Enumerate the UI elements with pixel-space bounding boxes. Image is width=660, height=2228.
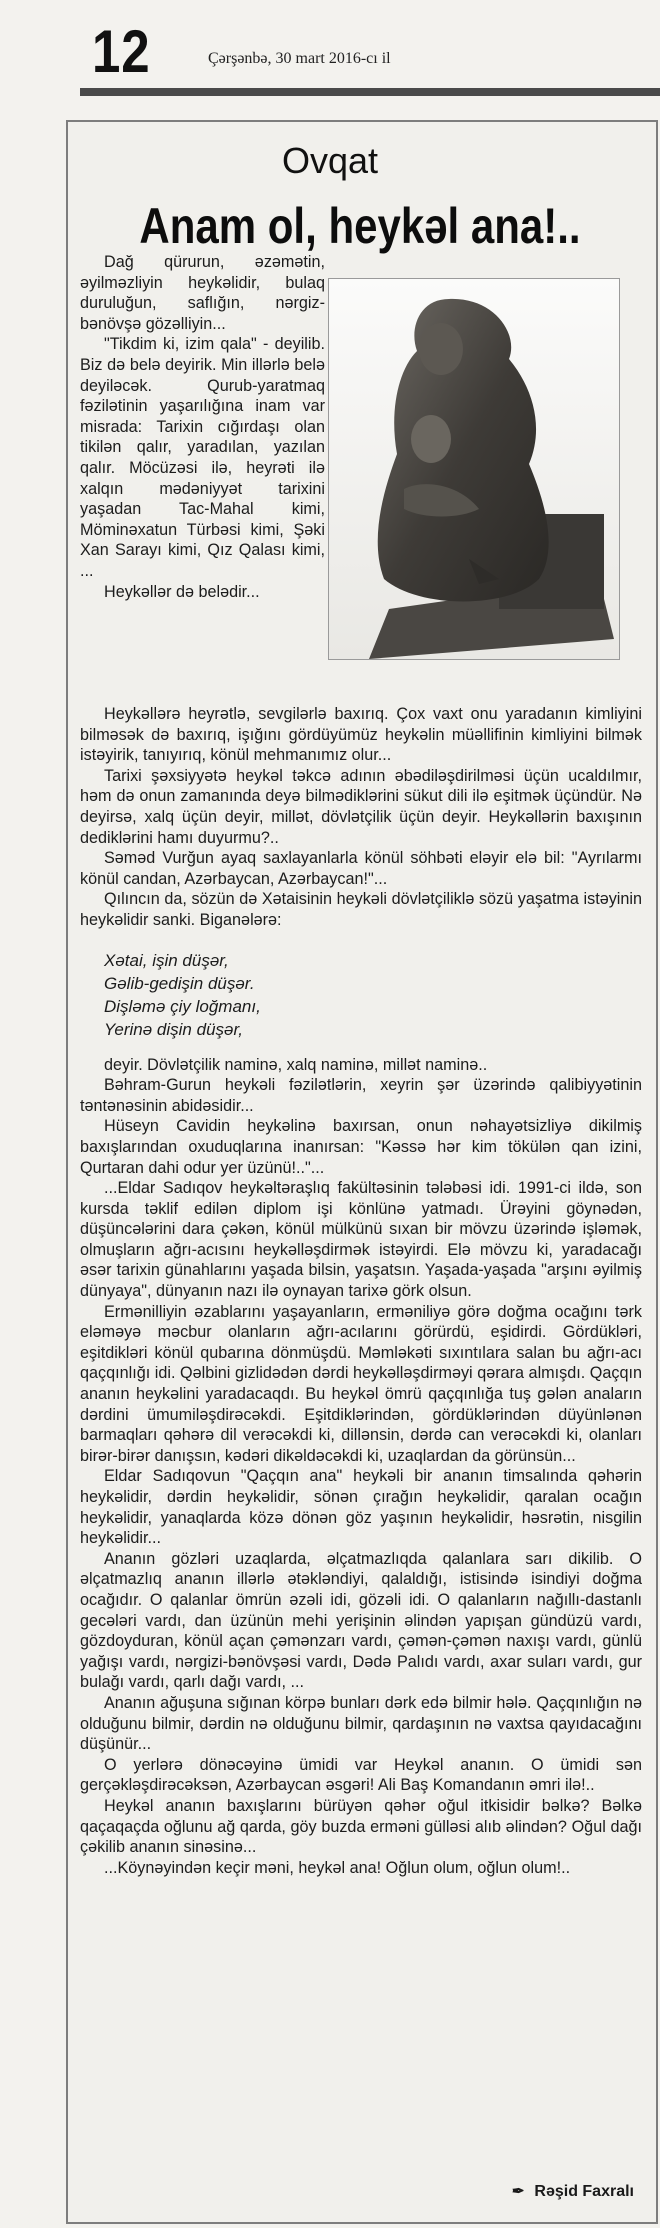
article-body <box>80 704 642 1878</box>
poem-line: Gəlib-gedişin düşər. <box>104 973 255 993</box>
body-paragraph: Tarixi şəxsiyyətə heykəl təkcə adının əbədiləşdirilməsi üçün ucaldılmır, həm də onun zamanında deyə bilmədiklərini sükut dili ilə eşitmək üçündür. Nə deyirsə, xalq üçün deyir, millət, dövlətçilik üçün deyir. Heykəllərin baxışının dediklərini hamı duyurmu?.. <box>80 766 642 847</box>
body-paragraph: Hüseyn Cavidin heykəlinə baxırsan, onun nəhayətsizliyə dikilmiş baxışlarından oxuduqlarına inanırsan: "Kəssə hər kim tökülən qan izini, Qurtaran dahi odur yer üzünü!.."... <box>80 1117 642 1177</box>
body-paragraph: ...Eldar Sadıqov heykəltəraşlıq fakültəsinin tələbəsi idi. 1991-ci ildə, son kursda təklif edilən diplom işi könlünə yatmadı. Ürəyini göynədən, düşüncələrini dara çəkən, könül mülkünü sıxan bir mövzu üzərində işləmək, olmuşların ağrı-acısını heykəlləşdirmək istəyirdi. Elə mövzu ki, yaradacağı əsər tarixin günahlarını yaşada bilsin, yaşatsın. Yaşada-yaşada "arşını əyilmiş dünyaya", dünyanın nazı ilə oynayan tarixə görk olsun. <box>80 1179 642 1301</box>
article-title: Anam ol, heykəl ana!.. <box>139 198 581 254</box>
author-signature <box>512 2182 634 2201</box>
body-paragraph: Heykəllərə heyrətlə, sevgilərlə baxırıq. Çox vaxt onu yaradanın kimliyini bilməsək də baxırıq, işığını gördüyümüz heykəlin müəllifinin kimliyini bilmək istəyirik, tanıyırıq, könül mehmanımız olur... <box>80 705 642 765</box>
article-rubric: Ovqat <box>281 140 379 181</box>
body-paragraph: Qılıncın da, sözün də Xətaisinin heykəli dövlətçiliklə sözü yaşatma istəyinin heykəlidir sanki. Biganələrə: <box>80 890 642 929</box>
body-paragraph: Ermənilliyin əzablarını yaşayanların, erməniliyə görə doğma ocağını tərk eləməyə məcbur olanların ağrı-acılarını görürdü, eşidirdi. Gördükləri, eşitdikləri könül qubarına dönmüşdü. Məmləkəti sıxıntılara salan bu ağrı-acı qaçqınlığı idi. Qəlbini gizlidədən dərdi heykəlləşdirməyi qərara almışdı. Qaçqın ananın heykəlini yaradacaqdı. Bu heykəl ömrü qaçqınlığa tuş gələn anaların dərdini ümumiləşdirəcəkdi. Eşitdiklərindən, gördüklərindən düyünlənən barmaqları qəhərə dil verəcəkdi ki, dillənsin, dərdə can verəcəkdi ki, olanları birər-birər danışsın, kədəri dikəldəcəkdi ki, uzaqlardan da görünsün... <box>80 1302 642 1465</box>
body-paragraph: Bəhram-Gurun heykəli fəzilətlərin, xeyrin şər üzərində qalibiyyətinin təntənəsinin abidəsidir... <box>80 1076 642 1115</box>
poem-line: Dişləmə çiy loğmanı, <box>104 996 261 1016</box>
statue-photo-icon <box>328 278 620 660</box>
page-number: 12 <box>92 18 151 85</box>
quill-icon: ✒ <box>511 2183 525 2200</box>
poem-line: Xətai, işin düşər, <box>104 950 229 970</box>
poem-quote <box>104 949 642 1041</box>
page-header <box>0 0 660 100</box>
intro-paragraph: Dağ qürurun, əzəmətin, əyilməzliyin heykəlidir, bulaq duruluğun, saflığın, nərgiz-bənövşə gözəlliyin... <box>80 253 325 333</box>
body-paragraph: deyir. Dövlətçilik naminə, xalq naminə, millət naminə.. <box>104 1055 488 1074</box>
body-paragraph: Heykəl ananın baxışlarını bürüyən qəhər oğul itkisidir bəlkə? Bəlkə qaçaqaçda oğlunu ağ qarda, göy buzda erməni gülləsi alıb əlindən? Oğul dağı çəkilib ananın sinəsinə... <box>80 1796 642 1857</box>
body-paragraph: ...Köynəyindən keçir məni, heykəl ana! Oğlun olum, oğlun olum!.. <box>104 1858 571 1877</box>
poem-line: Yerinə dişin düşər, <box>104 1019 243 1039</box>
intro-column <box>80 252 325 602</box>
header-rule <box>80 88 660 96</box>
issue-date: Çərşənbə, 30 mart 2016-cı il <box>208 50 391 67</box>
statue-illustration <box>329 279 619 659</box>
author-name: Rəşid Faxralı <box>534 2183 634 2200</box>
body-paragraph: Ananın ağuşuna sığınan körpə bunları dərk edə bilmir hələ. Qaçqınlığın nə olduğunu bilmir, dərdin nə olduğunu bilmir, qardaşının nə vaxtsa qayıdacağını düşünür... <box>80 1693 642 1754</box>
body-paragraph: Səməd Vurğun ayaq saxlayanlarla könül söhbəti eləyir elə bil: "Ayrılarmı könül candan, Azərbaycan, Azərbaycan!"... <box>80 849 642 888</box>
intro-paragraph: Heykəllər də belədir... <box>104 582 260 601</box>
intro-paragraph: "Tikdim ki, izim qala" - deyilib. Biz də belə deyirik. Min illərlə belə deyiləcək. Qurub-yaratmaq fəzilətinin yaşarılığına inam var misrada: Tarixin cığırdaşı olan tikilən qalır, yaradılan, yazılan qalır. Möcüzəsi ilə, heyrəti ilə xalqın mədəniyyət tarixini yaşadan Tac-Mahal kimi, Möminəxatun Türbəsi kimi, Şəki Xan Sarayı kimi, Qız Qalası kimi, ... <box>80 335 325 580</box>
body-paragraph: Eldar Sadıqovun "Qaçqın ana" heykəli bir ananın timsalında qəhərin heykəlidir, dərdin heykəlidir, sönən çırağın heykəlidir, qaralan ocağın heykəlidir, yanaqlarda közə dönən göz yaşının heykəlidir, həsrətin, nisgilin heykəlidir... <box>80 1467 642 1548</box>
body-paragraph: Ananın gözləri uzaqlarda, əlçatmazlıqda qalanlara sarı dikilib. O əlçatmazlıq ananın illərlə ətəkləndiyi, qalaldığı, istisində isindiyi doğma ocağıdır. O qalanlar ömrün əzəli idi, gözəli idi. O qalanların nağıllı-dastanlı gecələri vardı, dan üzünün mehi yerişinin əlindən yapışan gündüzü vardı, gözdoyduran, könül açan çəmənzarı vardı, çəmən-çəmən naxışı vardı, günlü yağışı vardı, nərgizi-bənövşəsi vardı, Dədə Palıdı vardı, axar suları vardı, gur bulağı vardı, qarlı dağı vardı, ... <box>80 1549 642 1692</box>
body-paragraph: O yerlərə dönəcəyinə ümidi var Heykəl ananın. O ümidi sən gerçəkləşdirəcəksən, Azərbaycan əsgəri! Ali Baş Komandanın əmri ilə!.. <box>80 1755 642 1795</box>
